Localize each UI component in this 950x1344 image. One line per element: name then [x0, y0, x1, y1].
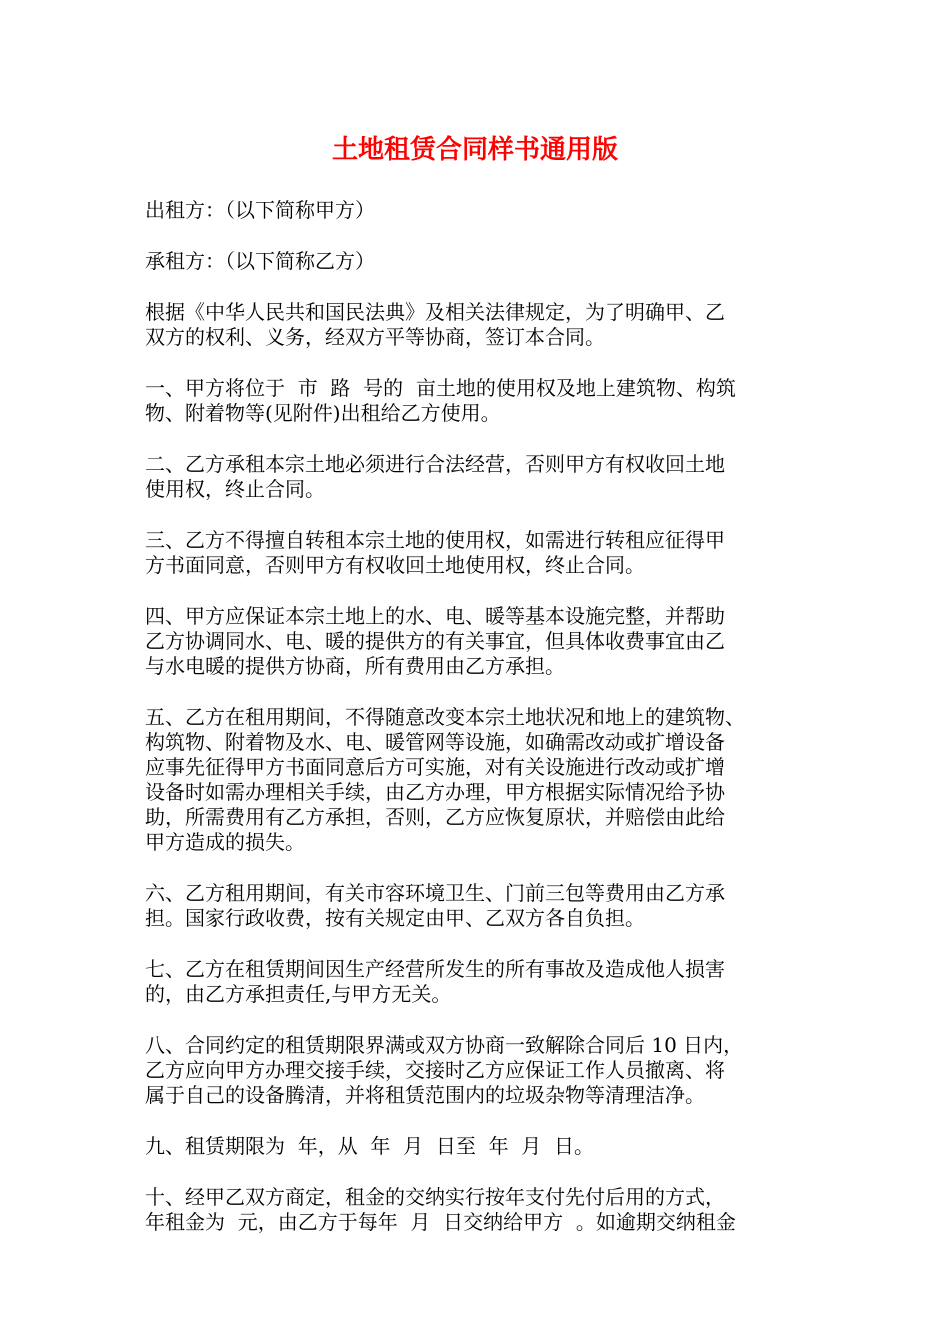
text-line: 方书面同意，否则甲方有权收回土地使用权，终止合同。 [145, 553, 645, 577]
paragraph-clause-1 [145, 376, 835, 426]
text-line: 助，所需费用有乙方承担，否则，乙方应恢复原状，并赔偿由此给 [145, 805, 725, 829]
text-line: 根据《中华人民共和国民法典》及相关法律规定，为了明确甲、乙 [145, 300, 725, 324]
text-line: 乙方应向甲方办理交接手续，交接时乙方应保证工作人员撤离、将 [145, 1058, 725, 1082]
text-line: 出租方：（以下简称甲方） [145, 198, 375, 222]
text-line: 二、乙方承租本宗土地必须进行合法经营，否则甲方有权收回土地 [145, 452, 725, 476]
text-line: 物、附着物等(见附件)出租给乙方使用。 [145, 401, 501, 425]
text-line: 设备时如需办理相关手续，由乙方办理，甲方根据实际情况给予协 [145, 780, 725, 804]
text-line: 双方的权利、义务，经双方平等协商，签订本合同。 [145, 325, 605, 349]
paragraph-clause-10 [145, 1185, 835, 1235]
text-line: 与水电暖的提供方协商，所有费用由乙方承担。 [145, 654, 565, 678]
paragraph-clause-7 [145, 957, 835, 1007]
paragraph-clause-6 [145, 881, 835, 931]
text-line: 甲方造成的损失。 [145, 830, 305, 854]
paragraph-clause-3 [145, 528, 835, 578]
paragraph-clause-2 [145, 452, 835, 502]
paragraph-clause-5 [145, 705, 835, 855]
text-line: 一、甲方将位于 市 路 号的 亩土地的使用权及地上建筑物、构筑 [145, 376, 736, 400]
document-body [145, 198, 835, 1261]
text-line: 十、经甲乙双方商定，租金的交纳实行按年支付先付后用的方式， [145, 1185, 725, 1209]
paragraph-lessee [145, 249, 835, 274]
text-line: 六、乙方租用期间，有关市容环境卫生、门前三包等费用由乙方承 [145, 881, 725, 905]
text-line: 三、乙方不得擅自转租本宗土地的使用权，如需进行转租应征得甲 [145, 528, 725, 552]
text-line: 年租金为 元，由乙方于每年 月 日交纳给甲方 。如逾期交纳租金 [145, 1210, 736, 1234]
text-line: 属于自己的设备腾清，并将租赁范围内的垃圾杂物等清理洁净。 [145, 1083, 705, 1107]
paragraph-preamble [145, 300, 835, 350]
text-line: 担。国家行政收费，按有关规定由甲、乙双方各自负担。 [145, 906, 645, 930]
text-line: 构筑物、附着物及水、电、暖管网等设施，如确需改动或扩增设备 [145, 730, 725, 754]
text-line: 五、乙方在租用期间，不得随意改变本宗土地状况和地上的建筑物、 [145, 705, 745, 729]
text-line: 使用权，终止合同。 [145, 477, 325, 501]
paragraph-clause-4 [145, 604, 835, 679]
paragraph-clause-9 [145, 1134, 835, 1159]
text-line: 九、租赁期限为 年，从 年 月 日至 年 月 日。 [145, 1134, 595, 1158]
text-line: 七、乙方在租赁期间因生产经营所发生的所有事故及造成他人损害 [145, 957, 725, 981]
text-line: 应事先征得甲方书面同意后方可实施，对有关设施进行改动或扩增 [145, 755, 725, 779]
text-line: 四、甲方应保证本宗土地上的水、电、暖等基本设施完整，并帮助 [145, 604, 725, 628]
text-line: 的，由乙方承担责任,与甲方无关。 [145, 982, 452, 1006]
paragraph-clause-8 [145, 1033, 835, 1108]
paragraph-lessor [145, 198, 835, 223]
text-line: 八、合同约定的租赁期限界满或双方协商一致解除合同后 10 日内， [145, 1033, 744, 1057]
text-line: 乙方协调同水、电、暖的提供方的有关事宜，但具体收费事宜由乙 [145, 629, 725, 653]
document-title: 土地租赁合同样书通用版 [331, 135, 618, 165]
text-line: 承租方：（以下简称乙方） [145, 249, 375, 273]
